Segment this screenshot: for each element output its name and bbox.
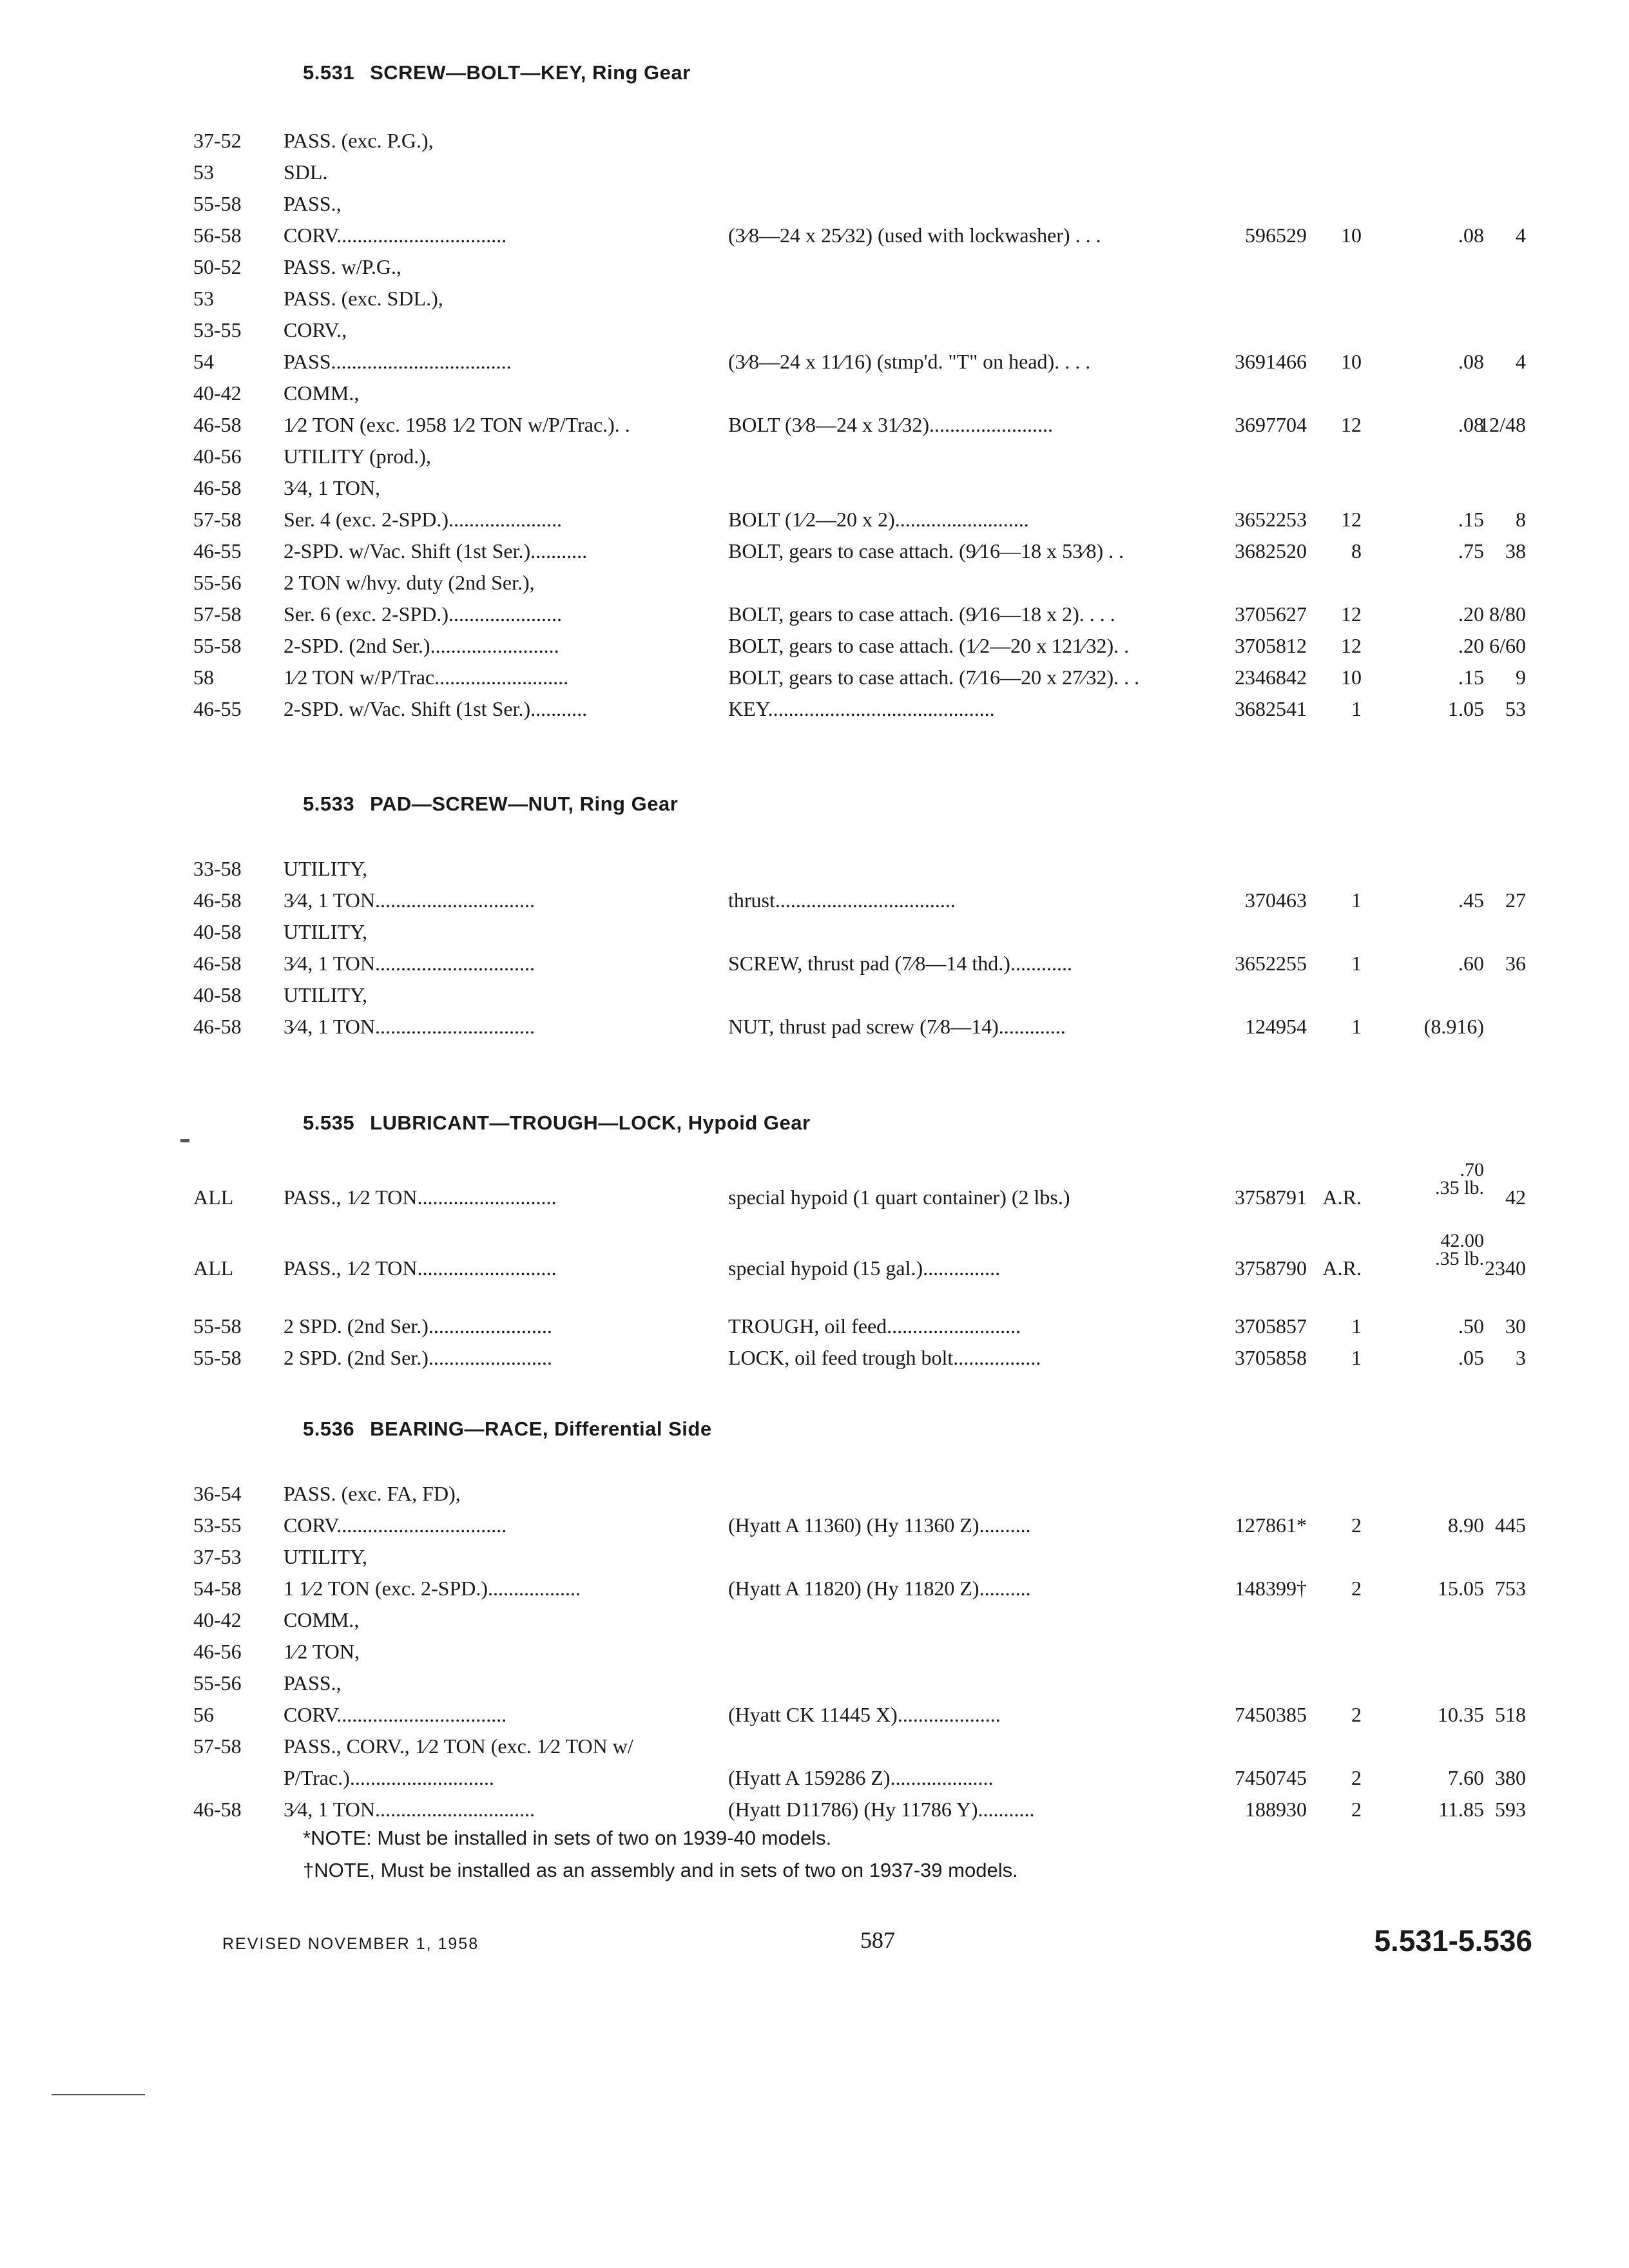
table-row (0, 571, 1629, 602)
model-year: 40-58 (193, 920, 242, 943)
quantity: 12 (1341, 508, 1362, 531)
part-number: 3758791 (1235, 1186, 1307, 1209)
weight: 380 (1495, 1766, 1526, 1789)
quantity: 10 (1341, 350, 1362, 373)
part-description: special hypoid (1 quart container) (2 lbs.) (728, 1186, 1070, 1209)
model-application: UTILITY, (284, 1545, 368, 1568)
model-application: SDL. (284, 160, 328, 184)
model-year: 46-55 (193, 539, 242, 562)
part-number: 3691466 (1235, 350, 1307, 373)
part-description: BOLT, gears to case attach. (9⁄16—18 x 2). . . . (728, 602, 1115, 626)
list-price: 7.60 (1448, 1766, 1484, 1789)
model-year: 46-56 (193, 1640, 242, 1663)
quantity: 12 (1341, 634, 1362, 657)
part-number: 2346842 (1235, 666, 1307, 689)
model-application: PASS. (exc. SDL.), (284, 287, 443, 310)
part-description: (3⁄8—24 x 25⁄32) (used with lockwasher) . . . (728, 224, 1101, 247)
model-year: 46-58 (193, 889, 242, 912)
list-price: 10.35 (1438, 1703, 1484, 1726)
model-year: 57-58 (193, 602, 242, 626)
section-rows (0, 857, 1629, 1046)
table-row (0, 634, 1629, 666)
model-year: 33-58 (193, 857, 242, 880)
model-year: 55-56 (193, 1671, 242, 1695)
table-row (0, 539, 1629, 571)
weight: 53 (1505, 697, 1526, 720)
model-year: 56 (193, 1703, 214, 1726)
model-application: PASS................................... (284, 350, 512, 373)
table-row (0, 983, 1629, 1015)
model-application: 1⁄2 TON (exc. 1958 1⁄2 TON w/P/Trac.). . (284, 413, 630, 436)
list-price: .08 (1458, 413, 1484, 436)
model-year: 46-55 (193, 697, 242, 720)
part-number: 7450385 (1235, 1703, 1307, 1726)
table-row (0, 129, 1629, 160)
part-description: SCREW, thrust pad (7⁄8—14 thd.)............ (728, 952, 1072, 975)
weight: 3 (1516, 1346, 1526, 1369)
table-row (0, 476, 1629, 508)
revised-date: REVISED NOVEMBER 1, 1958 (222, 1935, 479, 1953)
model-year: 37-52 (193, 129, 242, 152)
table-row (0, 857, 1629, 889)
list-price: 11.85 (1438, 1798, 1484, 1821)
section-title (303, 1111, 811, 1135)
table-row (0, 255, 1629, 287)
table-row (0, 1640, 1629, 1671)
part-description: BOLT, gears to case attach. (9⁄16—18 x 53⁄8) . . (728, 539, 1124, 562)
part-number: 3652253 (1235, 508, 1307, 531)
quantity: 10 (1341, 224, 1362, 247)
model-application: UTILITY, (284, 920, 368, 943)
quantity: 12 (1341, 602, 1362, 626)
model-application: UTILITY, (284, 857, 368, 880)
list-price: .75 (1458, 539, 1484, 562)
section-heading: PAD—SCREW—NUT, Ring Gear (370, 793, 679, 815)
weight: 8/80 (1489, 602, 1526, 626)
quantity: 12 (1341, 413, 1362, 436)
model-year: 55-58 (193, 1346, 242, 1369)
page-number: 587 (860, 1927, 895, 1953)
model-application: Ser. 4 (exc. 2-SPD.)...................... (284, 508, 562, 531)
part-number: 370463 (1245, 889, 1307, 912)
model-year: 36-54 (193, 1482, 242, 1505)
model-year: 40-42 (193, 1608, 242, 1631)
model-application: 1 1⁄2 TON (exc. 2-SPD.).................. (284, 1577, 581, 1600)
list-price: .70 .35 lb. (1435, 1159, 1484, 1198)
section-title (303, 1418, 712, 1441)
quantity: 1 (1351, 952, 1362, 975)
note-2: †NOTE, Must be installed as an assembly and in sets of two on 1937-39 models. (303, 1859, 1018, 1881)
model-year: 53-55 (193, 1514, 242, 1537)
weight: 4 (1516, 224, 1526, 247)
model-application: 2 SPD. (2nd Ser.)........................ (284, 1346, 552, 1369)
model-year: 40-42 (193, 381, 242, 405)
model-year: 46-58 (193, 952, 242, 975)
model-application: 3⁄4, 1 TON, (284, 476, 380, 499)
list-price: 1.05 (1448, 697, 1484, 720)
model-application: CORV................................. (284, 1514, 507, 1537)
weight: 30 (1505, 1314, 1526, 1338)
quantity: 1 (1351, 697, 1362, 720)
table-row (0, 1766, 1629, 1798)
quantity: 2 (1351, 1798, 1362, 1821)
list-price: .08 (1458, 224, 1484, 247)
part-number: 124954 (1245, 1015, 1307, 1038)
part-number: 3705858 (1235, 1346, 1307, 1369)
model-application: PASS., CORV., 1⁄2 TON (exc. 1⁄2 TON w/ (284, 1735, 633, 1758)
table-row (0, 224, 1629, 255)
model-year: 50-52 (193, 255, 242, 278)
model-application: 3⁄4, 1 TON............................... (284, 952, 535, 975)
part-number: 596529 (1245, 224, 1307, 247)
model-year: 54-58 (193, 1577, 242, 1600)
model-year: 57-58 (193, 508, 242, 531)
scan-mark (52, 2094, 145, 2095)
table-row (0, 1346, 1629, 1378)
model-year: 55-58 (193, 1314, 242, 1338)
model-application: 1⁄2 TON w/P/Trac.......................... (284, 666, 569, 689)
list-price: .60 (1458, 952, 1484, 975)
section-number: 5.535 (303, 1111, 355, 1134)
model-year: 46-58 (193, 476, 242, 499)
scan-mark (180, 1139, 189, 1142)
weight: 445 (1495, 1514, 1526, 1537)
table-row (0, 1798, 1629, 1829)
part-description: BOLT, gears to case attach. (7⁄16—20 x 27⁄32). . . (728, 666, 1140, 689)
list-price: (8.916) (1423, 1015, 1484, 1038)
quantity: 1 (1351, 1346, 1362, 1369)
list-price: .15 (1458, 508, 1484, 531)
part-description: KEY............................................ (728, 697, 995, 720)
table-row (0, 889, 1629, 920)
table-row (0, 445, 1629, 476)
model-year: ALL (193, 1186, 234, 1209)
part-description: LOCK, oil feed trough bolt................. (728, 1346, 1041, 1369)
part-number: 3705857 (1235, 1314, 1307, 1338)
model-year: 40-58 (193, 983, 242, 1006)
model-year: 56-58 (193, 224, 242, 247)
model-year: 58 (193, 666, 214, 689)
model-application: 2 TON w/hvy. duty (2nd Ser.), (284, 571, 535, 594)
weight: 6/60 (1489, 634, 1526, 657)
quantity: 10 (1341, 666, 1362, 689)
table-row (0, 666, 1629, 697)
weight: 36 (1505, 952, 1526, 975)
table-row (0, 952, 1629, 983)
table-row (0, 1608, 1629, 1640)
part-number: 188930 (1245, 1798, 1307, 1821)
part-description: NUT, thrust pad screw (7⁄8—14)............. (728, 1015, 1066, 1038)
model-application: PASS. (exc. P.G.), (284, 129, 434, 152)
table-row (0, 287, 1629, 318)
model-application: 3⁄4, 1 TON............................... (284, 889, 535, 912)
model-application: 2 SPD. (2nd Ser.)........................ (284, 1314, 552, 1338)
model-application: CORV................................. (284, 1703, 507, 1726)
model-year: 53 (193, 287, 214, 310)
model-application: COMM., (284, 381, 360, 405)
section-title (303, 61, 691, 84)
part-number: 3758790 (1235, 1256, 1307, 1280)
model-application: PASS., 1⁄2 TON........................... (284, 1186, 557, 1209)
weight: 9 (1516, 666, 1526, 689)
list-price: .05 (1458, 1346, 1484, 1369)
weight: 12/48 (1479, 413, 1526, 436)
part-description: BOLT, gears to case attach. (1⁄2—20 x 121⁄32). . (728, 634, 1130, 657)
quantity: 2 (1351, 1703, 1362, 1726)
model-application: 2-SPD. w/Vac. Shift (1st Ser.)........... (284, 539, 588, 562)
model-application: PASS. (exc. FA, FD), (284, 1482, 461, 1505)
part-number: 3682520 (1235, 539, 1307, 562)
section-title (303, 793, 678, 816)
quantity: 1 (1351, 1015, 1362, 1038)
part-number: 7450745 (1235, 1766, 1307, 1789)
table-row (0, 1314, 1629, 1346)
model-year: 53-55 (193, 318, 242, 341)
table-row (0, 350, 1629, 381)
table-row (0, 1230, 1629, 1314)
section-rows (0, 1482, 1629, 1829)
table-row (0, 192, 1629, 224)
table-row (0, 920, 1629, 952)
list-price: .15 (1458, 666, 1484, 689)
part-description: BOLT (1⁄2—20 x 2).......................... (728, 508, 1029, 531)
weight: 518 (1495, 1703, 1526, 1726)
note-1: *NOTE: Must be installed in sets of two on 1939-40 models. (303, 1827, 832, 1849)
part-description: (Hyatt CK 11445 X).................... (728, 1703, 1001, 1726)
model-application: PASS., 1⁄2 TON........................... (284, 1256, 557, 1280)
model-application: CORV................................. (284, 224, 507, 247)
model-application: UTILITY, (284, 983, 368, 1006)
section-heading: LUBRICANT—TROUGH—LOCK, Hypoid Gear (370, 1111, 811, 1134)
model-application: 2-SPD. w/Vac. Shift (1st Ser.)........... (284, 697, 588, 720)
table-row (0, 1671, 1629, 1703)
table-row (0, 1703, 1629, 1735)
model-application: 1⁄2 TON, (284, 1640, 360, 1663)
table-row (0, 1545, 1629, 1577)
table-row (0, 160, 1629, 192)
section-number: 5.536 (303, 1418, 355, 1440)
part-number: 3682541 (1235, 697, 1307, 720)
table-row (0, 697, 1629, 729)
quantity: 2 (1351, 1766, 1362, 1789)
table-row (0, 1482, 1629, 1514)
part-number: 148399† (1235, 1577, 1307, 1600)
list-price: .20 (1458, 634, 1484, 657)
model-application: P/Trac.)............................ (284, 1766, 494, 1789)
part-description: (Hyatt D11786) (Hy 11786 Y)........... (728, 1798, 1035, 1821)
part-description: (Hyatt A 11820) (Hy 11820 Z).......... (728, 1577, 1031, 1600)
part-number: 3705627 (1235, 602, 1307, 626)
weight: 42 (1505, 1186, 1526, 1209)
quantity: A.R. (1322, 1186, 1362, 1209)
model-year: 46-58 (193, 1015, 242, 1038)
model-year: 55-58 (193, 634, 242, 657)
model-application: UTILITY (prod.), (284, 445, 431, 468)
weight: 27 (1505, 889, 1526, 912)
weight: 38 (1505, 539, 1526, 562)
part-description: (3⁄8—24 x 11⁄16) (stmp'd. "T" on head). . . . (728, 350, 1091, 373)
table-row (0, 1159, 1629, 1244)
part-description: (Hyatt A 159286 Z).................... (728, 1766, 994, 1789)
part-number: 3697704 (1235, 413, 1307, 436)
model-application: CORV., (284, 318, 347, 341)
part-description: special hypoid (15 gal.)............... (728, 1256, 1001, 1280)
quantity: 2 (1351, 1514, 1362, 1537)
list-price: 15.05 (1438, 1577, 1484, 1600)
model-application: 3⁄4, 1 TON............................... (284, 1015, 535, 1038)
quantity: 2 (1351, 1577, 1362, 1600)
model-year: 54 (193, 350, 214, 373)
table-row (0, 508, 1629, 539)
part-description: thrust................................... (728, 889, 956, 912)
model-application: PASS., (284, 1671, 342, 1695)
part-number: 3652255 (1235, 952, 1307, 975)
weight: 8 (1516, 508, 1526, 531)
model-application: 2-SPD. (2nd Ser.)......................... (284, 634, 559, 657)
part-number: 3705812 (1235, 634, 1307, 657)
section-rows (0, 129, 1629, 729)
list-price: .20 (1458, 602, 1484, 626)
section-number: 5.533 (303, 793, 355, 815)
table-row (0, 1735, 1629, 1766)
table-row (0, 413, 1629, 445)
model-year: 53 (193, 160, 214, 184)
part-number: 127861* (1235, 1514, 1307, 1537)
weight: 2340 (1485, 1256, 1526, 1280)
list-price: 42.00 .35 lb. (1435, 1230, 1484, 1269)
model-year: 37-53 (193, 1545, 242, 1568)
model-year: 46-58 (193, 1798, 242, 1821)
quantity: A.R. (1322, 1256, 1362, 1280)
table-row (0, 602, 1629, 634)
table-row (0, 318, 1629, 350)
model-application: PASS., (284, 192, 342, 215)
section-heading: SCREW—BOLT—KEY, Ring Gear (370, 61, 691, 84)
model-year: 57-58 (193, 1735, 242, 1758)
model-year: 55-56 (193, 571, 242, 594)
weight: 593 (1495, 1798, 1526, 1821)
model-year: 55-58 (193, 192, 242, 215)
model-year: ALL (193, 1256, 234, 1280)
list-price: .45 (1458, 889, 1484, 912)
section-rows (0, 1159, 1629, 1378)
quantity: 1 (1351, 1314, 1362, 1338)
model-year: 40-56 (193, 445, 242, 468)
weight: 753 (1495, 1577, 1526, 1600)
model-application: PASS. w/P.G., (284, 255, 401, 278)
model-application: Ser. 6 (exc. 2-SPD.)...................... (284, 602, 562, 626)
list-price: .08 (1458, 350, 1484, 373)
quantity: 8 (1351, 539, 1362, 562)
list-price: .50 (1458, 1314, 1484, 1338)
model-application: 3⁄4, 1 TON............................... (284, 1798, 535, 1821)
table-row (0, 381, 1629, 413)
list-price: 8.90 (1448, 1514, 1484, 1537)
table-row (0, 1015, 1629, 1046)
section-number: 5.531 (303, 61, 355, 84)
table-row (0, 1577, 1629, 1608)
quantity: 1 (1351, 889, 1362, 912)
part-description: (Hyatt A 11360) (Hy 11360 Z).......... (728, 1514, 1031, 1537)
part-description: TROUGH, oil feed.......................... (728, 1314, 1021, 1338)
part-description: BOLT (3⁄8—24 x 31⁄32)........................ (728, 413, 1054, 436)
model-application: COMM., (284, 1608, 360, 1631)
table-row (0, 1514, 1629, 1545)
model-year: 46-58 (193, 413, 242, 436)
section-range: 5.531-5.536 (1374, 1924, 1532, 1957)
weight: 4 (1516, 350, 1526, 373)
section-heading: BEARING—RACE, Differential Side (370, 1418, 712, 1440)
